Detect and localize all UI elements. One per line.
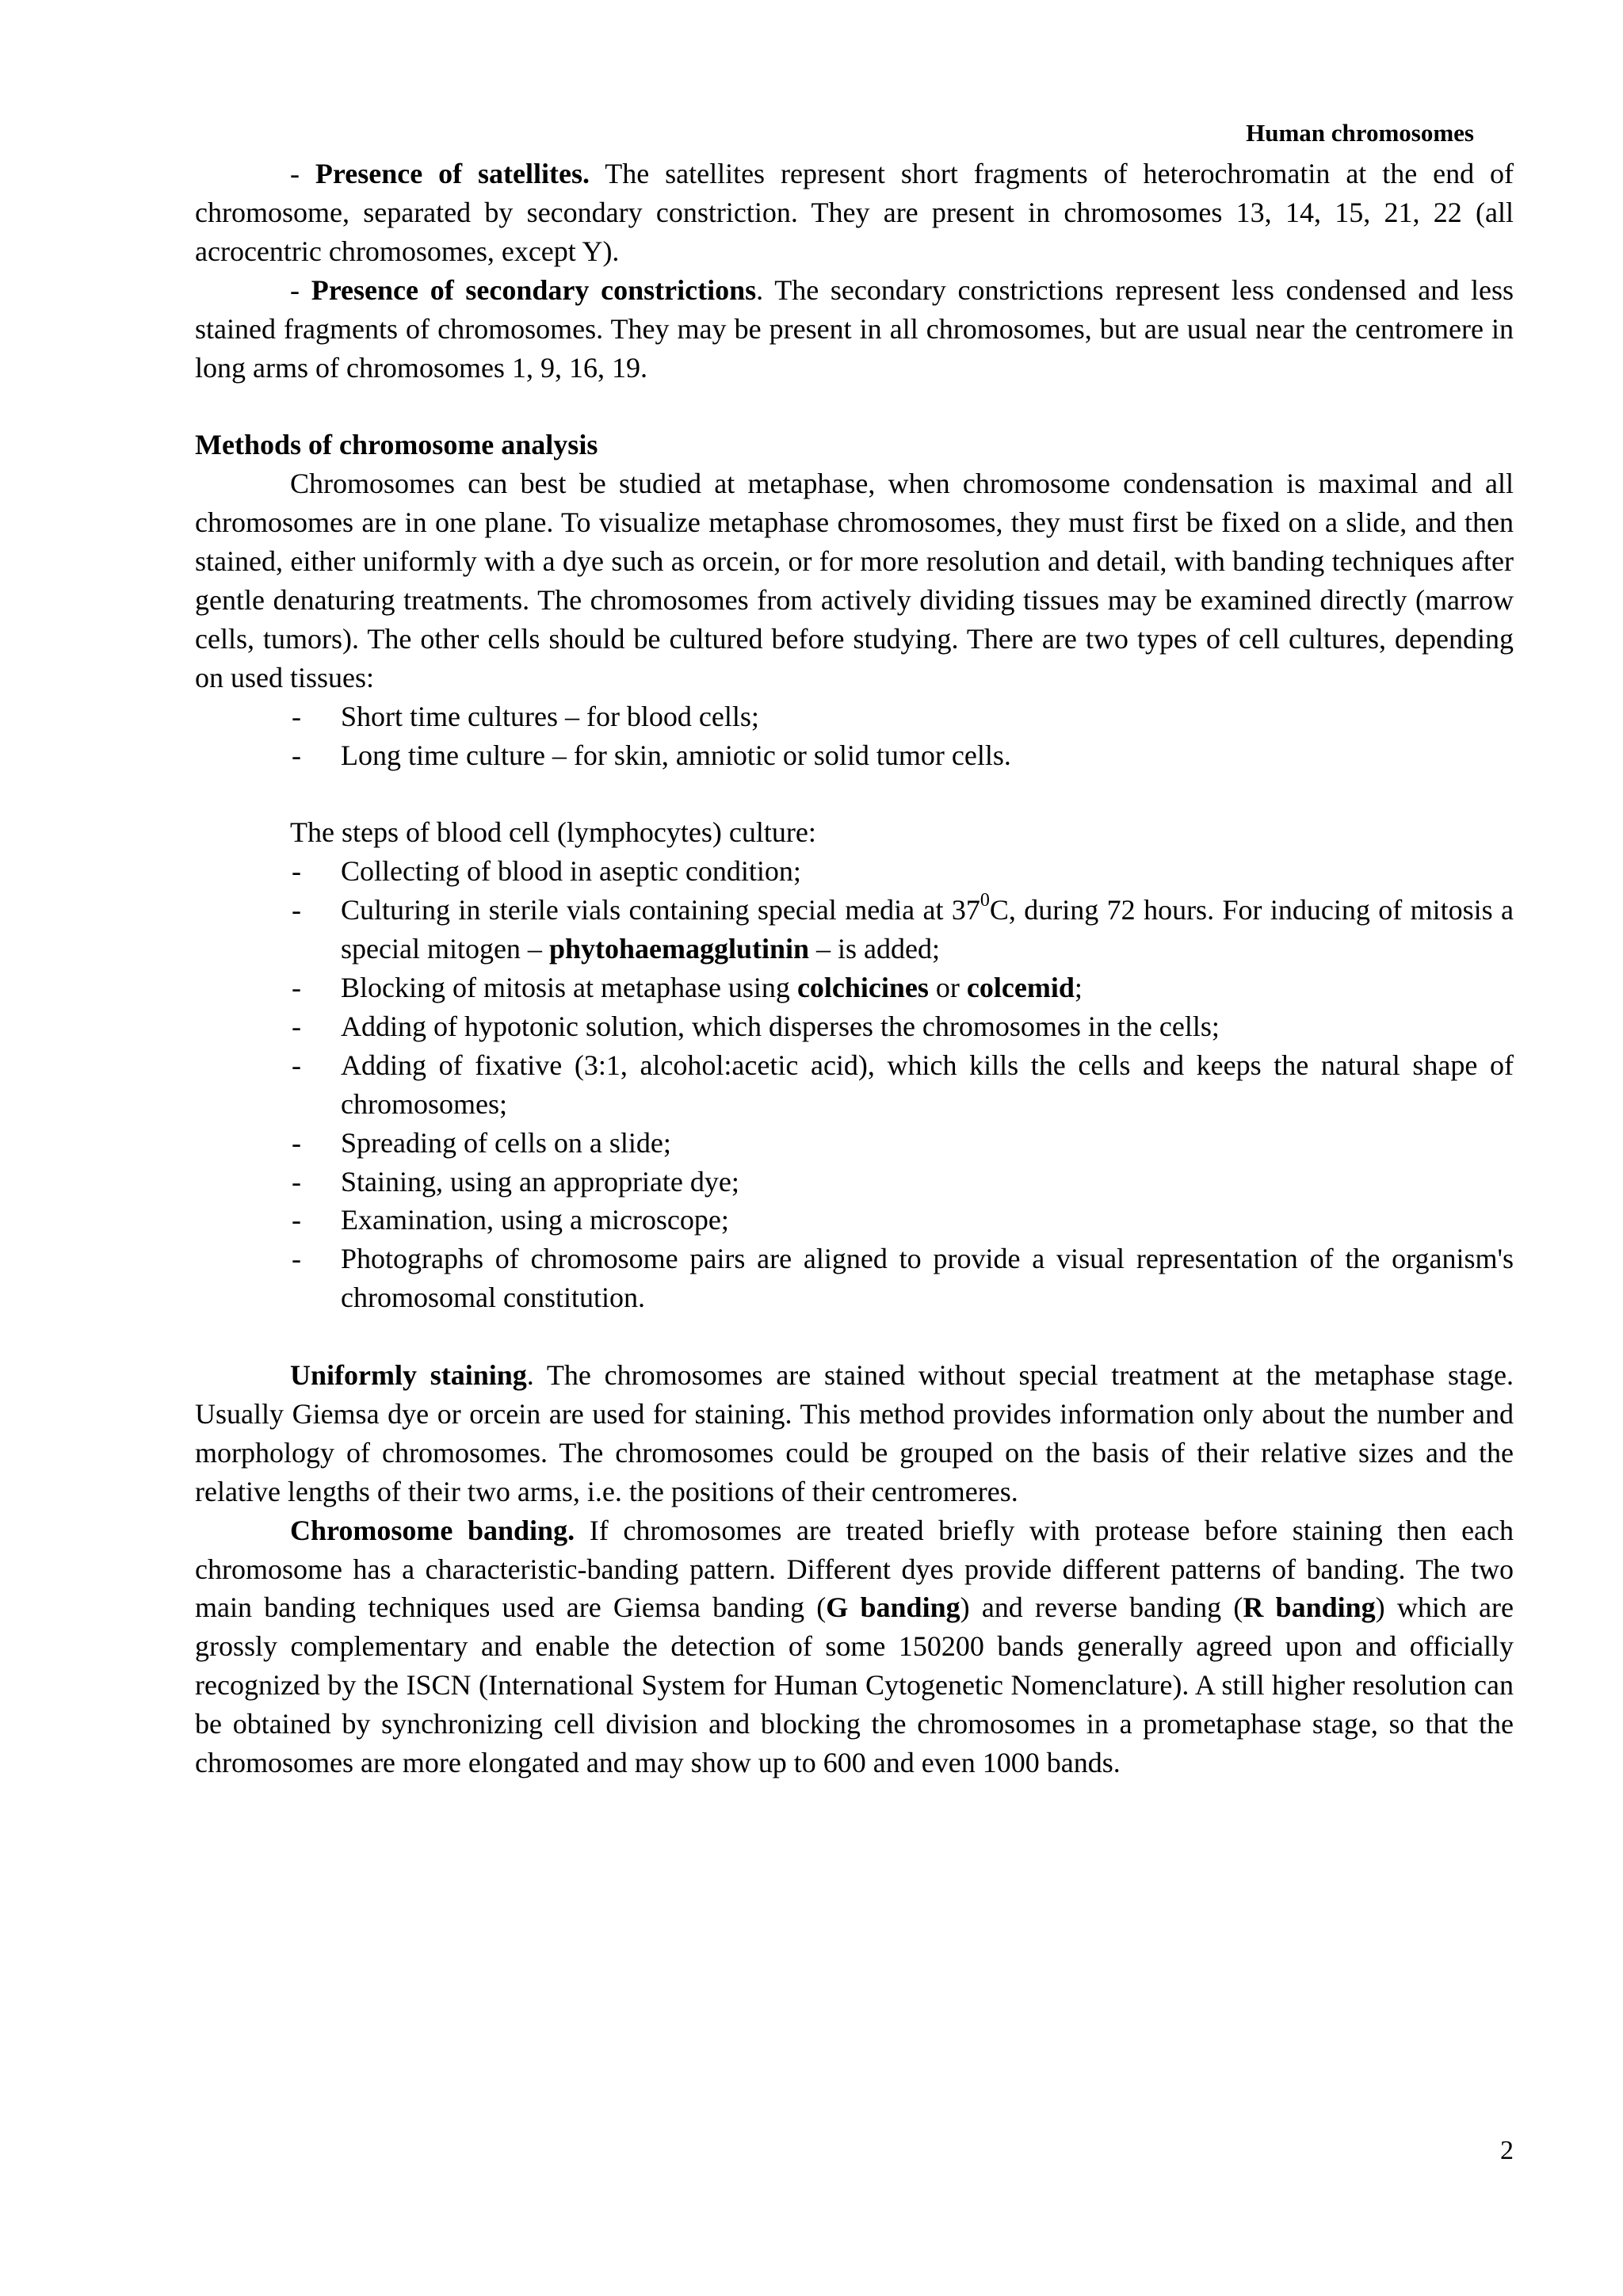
list-item-text: Long time culture – for skin, amniotic or solid tumor cells. bbox=[341, 739, 1011, 771]
list-item-text: Examination, using a microscope; bbox=[341, 1204, 729, 1236]
list-item-text: Blocking of mitosis at metaphase using bbox=[341, 972, 797, 1003]
list-item bbox=[195, 1163, 1514, 1201]
list-dash: - bbox=[292, 1126, 301, 1159]
paragraph-chromosome-banding bbox=[195, 1511, 1514, 1782]
culture-steps-list bbox=[195, 852, 1514, 1317]
constrictions-text: . The secondary constrictions represent less condensed and less stained fragments of chromosomes. They may be present in all chromosomes, but are usual near the centromere in long arms of chromosomes 1, 9, 16, 19. bbox=[195, 273, 1514, 384]
list-item-text: Culturing in sterile vials containing special media at 37 bbox=[341, 894, 980, 926]
list-item bbox=[195, 736, 1514, 775]
paragraph-secondary-constrictions bbox=[195, 271, 1514, 388]
list-item bbox=[195, 1124, 1514, 1163]
list-dash: - bbox=[292, 855, 301, 888]
section-heading-methods: Methods of chromosome analysis bbox=[195, 429, 598, 461]
banding-text-2: ) and reverse banding ( bbox=[960, 1591, 1243, 1624]
list-item bbox=[195, 1007, 1514, 1046]
spacer bbox=[195, 387, 1514, 426]
list-item bbox=[195, 891, 1514, 968]
running-header: Human chromosomes bbox=[1246, 119, 1474, 147]
phytohaemagglutinin-term: phytohaemagglutinin bbox=[548, 933, 810, 965]
g-banding-term: G banding bbox=[826, 1591, 960, 1624]
steps-intro: The steps of blood cell (lymphocytes) culture: bbox=[290, 816, 816, 849]
list-item-text: Photographs of chromosome pairs are aligned to provide a visual representation of the organism's chromosomal constitution. bbox=[341, 1243, 1514, 1314]
list-dash: - bbox=[292, 1165, 301, 1198]
list-item-text: ; bbox=[1074, 972, 1083, 1003]
culture-types-list bbox=[195, 697, 1514, 775]
uniform-staining-term: Uniformly staining bbox=[290, 1359, 527, 1392]
list-item-text: Short time cultures – for blood cells; bbox=[341, 700, 759, 732]
list-dash: - bbox=[292, 894, 301, 926]
chromosome-banding-term: Chromosome banding. bbox=[290, 1514, 575, 1546]
r-banding-term: R banding bbox=[1243, 1591, 1376, 1624]
list-item bbox=[195, 1201, 1514, 1240]
list-item-text: Staining, using an appropriate dye; bbox=[341, 1165, 739, 1198]
constrictions-term: Presence of secondary constrictions bbox=[311, 273, 757, 306]
list-dash: - bbox=[292, 700, 301, 732]
list-dash: - bbox=[292, 972, 301, 1003]
list-item bbox=[195, 1240, 1514, 1317]
list-item bbox=[195, 852, 1514, 891]
list-item bbox=[195, 968, 1514, 1007]
satellites-text: The satellites represent short fragments of heterochromatin at the end of chromosome, separated by secondary constriction. They are present in chromosomes 13, 14, 15, 21, 22 (all acrocentric chromosomes, except Y). bbox=[195, 158, 1514, 267]
colcemid-term: colcemid bbox=[966, 972, 1075, 1003]
list-item-text: or bbox=[928, 972, 967, 1003]
list-item-text: C, during 72 hours. For inducing of mitosis a special mitogen – bbox=[341, 894, 1514, 965]
list-item-text: Collecting of blood in aseptic condition; bbox=[341, 855, 801, 888]
page-number: 2 bbox=[1500, 2136, 1514, 2165]
paragraph-satellites bbox=[195, 155, 1514, 271]
satellites-term: Presence of satellites. bbox=[315, 158, 590, 189]
paragraph-uniform-staining bbox=[195, 1356, 1514, 1511]
spacer bbox=[195, 774, 1514, 813]
list-dash: - bbox=[292, 1049, 301, 1081]
list-item-text: Spreading of cells on a slide; bbox=[341, 1126, 671, 1159]
list-item bbox=[195, 697, 1514, 736]
list-item-text: – is added; bbox=[809, 933, 940, 965]
superscript-degree: 0 bbox=[980, 890, 990, 911]
list-dash: - bbox=[292, 1204, 301, 1236]
body-text bbox=[195, 155, 1514, 1782]
colchicines-term: colchicines bbox=[796, 972, 929, 1003]
list-item bbox=[195, 1046, 1514, 1124]
satellites-prefix: - bbox=[290, 158, 315, 189]
list-dash: - bbox=[292, 1243, 301, 1275]
banding-text-3: ) which are grossly complementary and enable the detection of some 150200 bands generally agreed upon and officially recognized by the ISCN (International System for Human Cytogenetic Nomenclature). A still higher resolution can be obtained by synchronizing cell division and blocking the chromosomes in a prometaphase stage, so that the chromosomes are more elongated and may show up to 600 and even 1000 bands. bbox=[195, 1591, 1514, 1779]
banding-text-1: If chromosomes are treated briefly with protease before staining then each chromosome has a characteristic-banding pattern. Different dyes provide different patterns of banding. The two main banding techniques used are Giemsa banding ( bbox=[195, 1514, 1514, 1624]
list-dash: - bbox=[292, 739, 301, 771]
spacer bbox=[195, 1317, 1514, 1356]
list-item-text: Adding of fixative (3:1, alcohol:acetic acid), which kills the cells and keeps the natural shape of chromosomes; bbox=[341, 1049, 1514, 1120]
constrictions-prefix: - bbox=[290, 273, 311, 306]
list-item-text: Adding of hypotonic solution, which disperses the chromosomes in the cells; bbox=[341, 1010, 1220, 1042]
uniform-staining-text: . The chromosomes are stained without special treatment at the metaphase stage. Usually Giemsa dye or orcein are used for staining. This method provides information only about the number and morphology of chromosomes. The chromosomes could be grouped on the basis of their relative sizes and the relative lengths of their two arms, i.e. the positions of their centromeres. bbox=[195, 1359, 1514, 1507]
list-dash: - bbox=[292, 1010, 301, 1042]
paragraph-methods-intro: Chromosomes can best be studied at metaphase, when chromosome condensation is maximal and all chromosomes are in one plane. To visualize metaphase chromosomes, they must first be fixed on a slide, and then stained, either uniformly with a dye such as orcein, or for more resolution and detail, with banding techniques after gentle denaturing treatments. The chromosomes from actively dividing tissues may be examined directly (marrow cells, tumors). The other cells should be cultured before studying. There are two types of cell cultures, depending on used tissues: bbox=[195, 468, 1514, 693]
